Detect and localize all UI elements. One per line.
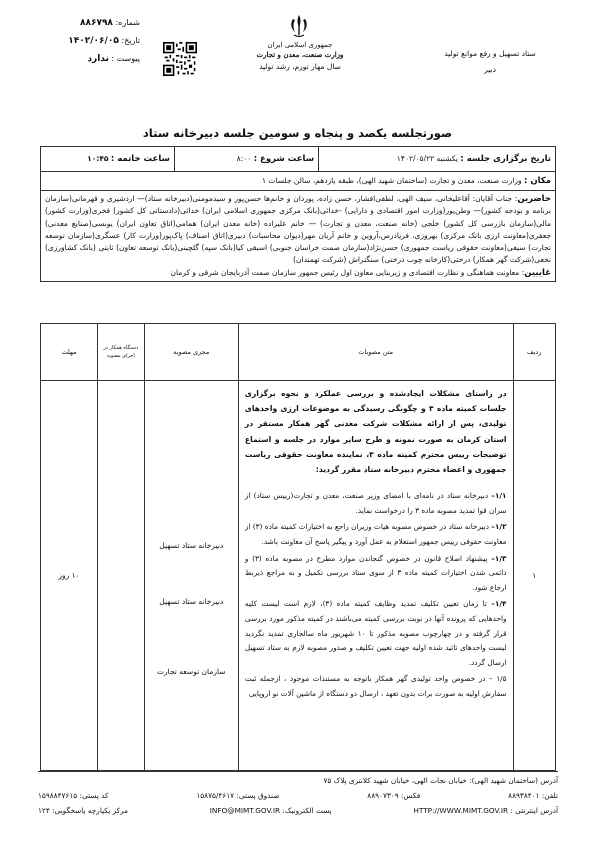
- approval-text-cell: [238, 381, 513, 771]
- footer-address: آدرس (ساختمان شهید الهی): خیابان نجات الهی، خیابان شهید کلانتری پلاک ۷۵: [323, 776, 558, 785]
- footer-contact-line: [38, 789, 558, 804]
- footer-email[interactable]: پست الکترونیک: INFO@MIMT.GOV.IR: [209, 805, 332, 815]
- start-time-value: ۸:۰۰: [236, 154, 252, 163]
- approval-item: [245, 597, 507, 670]
- end-time-label: ساعت خاتمه :: [110, 154, 170, 164]
- header-cooperating: دستگاه همکار در اجرای مصوبه: [98, 324, 145, 381]
- number-label: شماره:: [115, 18, 140, 27]
- attendees-cell: [41, 191, 556, 282]
- deadline-value: ۱۰ روز: [41, 381, 98, 771]
- attendees-label: حاضرین: [517, 194, 551, 204]
- footer-pobox: صندوق پستی: ۱۵۸۷۵/۴۶۱۷: [196, 790, 280, 800]
- executor-item: دبیرخانه ستاد تسهیل: [159, 597, 224, 606]
- department-block: [405, 46, 575, 78]
- item-number: ۱/۳–: [491, 553, 507, 563]
- header-executor: مجری مصوبه: [144, 324, 238, 381]
- end-time-value: ۱۰:۴۵: [87, 154, 109, 163]
- header-approvals: متن مصوبات: [238, 324, 513, 381]
- approvals-table: [40, 323, 556, 771]
- item-text: دبیرخانه ستاد در نامه‌ای با امضای وزیر صنعت، معدن و تجارت(رییس ستاد) از سران قوا تمدید مصوبه ماده ۳ را درخواست نماید.: [244, 491, 507, 515]
- start-time-label: ساعت شروع :: [253, 154, 315, 164]
- approval-item: [245, 520, 507, 549]
- item-number: ۱/۱–: [491, 491, 507, 501]
- letter-date: ۱۴۰۲/۰۶/۰۵: [68, 36, 119, 46]
- department-role: دبیر: [484, 65, 496, 74]
- item-number: ۱/۴–: [491, 599, 507, 609]
- table-row: [41, 381, 556, 771]
- attachment-label: پیوست :: [111, 54, 140, 63]
- table-header-row: [41, 324, 556, 381]
- item-text: تا زمان تعیین تکلیف تمدید وظایف کمیته ماده (۳)، لازم است لیست کلیه واحدهایی که پرونده آنها در نوبت بررسی کمیته می‌باشند در کمیته مذکور مورد بررسی قرار گرفته و در چهارچوب مصوبه مذکور تا ۱۰ شهریور ماه سالجاری تمدید نگردید لیست واحدهای تائید شده اولیه جهت تعیین تکلیف و صدور مصوبه لازم به ستاد تسهیل ارسال گردد.: [244, 599, 507, 667]
- footer-fax: فکس: ۸۸۹۰۷۳۰۹: [367, 790, 421, 800]
- place-label: مکان :: [523, 176, 551, 186]
- ministry-block: [220, 40, 380, 72]
- attendees-value: : جناب آقایان: آقاعلیخانی، سیف الهی، لطفی‌افشار، حسن زاده، پوردان و خانم‌ها حسن‌پور و سیدمومنی(دبیرخانه ستاد)— اردشیری و قهرمانی(سازمان برنامه و بودجه کشور)— وطن‌پور(وزارت امور اقتصادی و دارایی) -خدائی(بانک مرکزی جمهوری اسلامی ایران) خدائی(دادستانی کل کشور) فخری(وزارت کشور) مالی(سازمان بازرسی کل کشور) خلجی (خانه صنعت، معدن و تجارت) — خانم علیزاده (خانه معدن ایران) همامی(اتاق تعاون ایران) یونسی(صنایع معدنی) جعفری(معاونت ارزی بانک مرکزی) بهروزی، فریادرس،آروین و خانم آریان مهر(دیوان محاسبات) دبیری(اتاق اصناف) پاک‌پور(وزارت کار) عسگری(سازمان توسعه تجارت) سیفی(معاونت حقوقی ریاست جمهوری) حسن‌نژاد(سازمان صمت خراسان جنوبی) اسبقی کیا(بانک سپه) گلچینی(بانک توسعه تعاون) ثابتی (بانک کشاورزی) نخعی(شرکت گهر همکار) درختی(کارخانه چوب درختی) سنگتراش (شرکت تهمندان): [45, 194, 551, 265]
- item-text: پیشنهاد اصلاح قانون در خصوص گنجاندن موارد مطرح در مصوبه ماده (۳) و دائمی شدن اختیارات کمیته ماده ۳ از سوی ستاد بررسی تکمیل و به مراجع ذیربط ارجاع شود.: [244, 553, 507, 592]
- item-number: ۱/۵ –: [489, 674, 507, 684]
- executor-cell: [144, 381, 238, 771]
- header-deadline: مهلت: [41, 324, 98, 381]
- emblem-icon: [289, 13, 309, 39]
- row-number: ۱: [513, 381, 555, 771]
- absentees-value: : معاونت هماهنگی و نظارت اقتصادی و زیربنایی معاون اول رئیس جمهور سازمان صمت آذربایجان شرقی و کرمان: [170, 267, 525, 277]
- end-time-cell: [41, 147, 175, 172]
- footer-website[interactable]: آدرس اینترنتی : HTTP://WWW.MIMT.GOV.IR: [413, 805, 558, 815]
- approval-item: [245, 489, 507, 518]
- footer-callcenter: مرکز یکپارچه پاسخگویی: ۱۲۴: [38, 805, 129, 815]
- letter-number: ۸۸۶۷۹۸: [79, 18, 113, 28]
- header-row-number: ردیف: [513, 324, 555, 381]
- place-value: وزارت صنعت، معدن و تجارت (ساختمان شهید الهی)، طبقه یازدهم، سالن جلسات ۱: [261, 176, 522, 185]
- meeting-date-label: تاریخ برگزاری جلسه :: [460, 154, 551, 164]
- start-time-cell: [174, 147, 318, 172]
- attachment-value: ندارد: [87, 54, 109, 64]
- item-text: دبیرخانه ستاد در خصوص مصوبه هیات وزیران راجع به اختیارات کمیته ماده (۳) از معاونت حقوقی رییس جمهور استعلام به عمل آورد و پیگیر پاسخ آن معاونت باشد.: [244, 522, 507, 546]
- meeting-info-table: [40, 146, 556, 282]
- date-label: تاریخ:: [121, 36, 140, 45]
- item-number: ۱/۲–: [491, 522, 507, 532]
- approval-lead: در راستای مشکلات ایجادشده و بررسی عملکرد و نحوه برگزاری جلسات کمیته ماده ۳ و چگونگی رسیدگی به موضوعات ارزی واحدهای تولیدی، پس از ارائه مشکلات شرکت معدنی گهر همکار مستقر در استان کرمان به صورت نمونه و طرح سایر موارد در جلسه و استماع توضیحات رییس محترم کمیته ماده ۳، نماینده معاونت حقوقی ریاست جمهوری و اعضاء محترم دبیرخانه ستاد مقرر گردید:: [244, 389, 507, 475]
- absentees-label: غایبین: [524, 267, 551, 278]
- footer: [38, 771, 558, 818]
- item-text: در خصوص واحد تولیدی گهر همکار باتوجه به مستندات موجود ، ازجمله ثبت سفارش اولیه به صورت برات بدون تعهد ، ارسال دو دستگاه از ماشین آلات نو اروپایی: [244, 674, 507, 698]
- qr-code-icon: [163, 42, 197, 76]
- footer-phone: تلفن: ۸۸۹۳۸۴۰۱: [508, 790, 558, 800]
- executor-item: دبیرخانه ستاد تسهیل: [159, 541, 224, 550]
- executor-item: سازمان توسعه تجارت: [157, 667, 226, 676]
- ministry-line2: وزارت صنعت، معدن و تجارت: [256, 50, 344, 59]
- approval-item: [245, 552, 507, 596]
- footer-web-line: [38, 804, 558, 819]
- cooperating-cell: [98, 381, 145, 771]
- department-name: ستاد تسهیل و رفع موانع تولید: [444, 49, 536, 58]
- approval-item: [245, 672, 507, 701]
- meeting-date-value: یکشنبه ۱۴۰۲/۰۵/۲۲: [396, 154, 459, 163]
- letter-meta: [20, 14, 140, 68]
- meeting-date-cell: [319, 147, 556, 172]
- place-cell: [41, 172, 556, 191]
- page-title: صورتجلسه یکصد و پنجاه و سومین جلسه دبیرخانه ستاد: [142, 126, 453, 140]
- footer-postal: کد پستی: ۱۵۹۸۸۴۷۶۱۵: [38, 790, 109, 800]
- slogan: سال مهار تورم، رشد تولید: [259, 62, 341, 71]
- ministry-line1: جمهوری اسلامی ایران: [267, 41, 333, 49]
